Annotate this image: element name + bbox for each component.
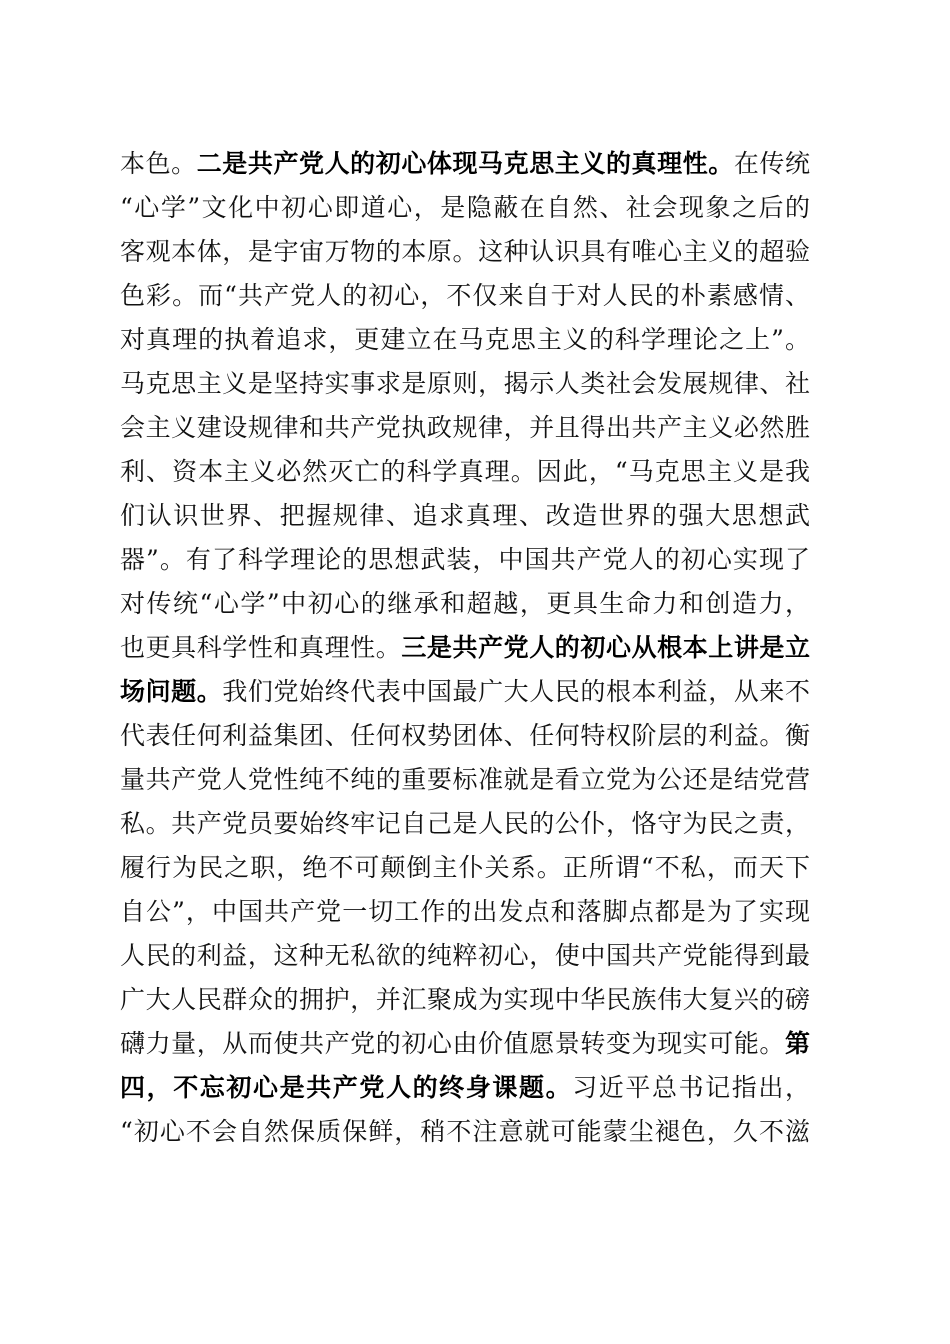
text-segment: 人民的利益，这种无私欲的纯粹初心，使中国共产党能得到最 [120, 941, 810, 970]
text-line [120, 1110, 810, 1154]
text-segment: 对真理的执着追求，更建立在马克思主义的科学理论之上”。 [120, 325, 810, 354]
text-segment: 利、资本主义必然灭亡的科学真理。因此，“马克思主义是我 [120, 457, 810, 486]
text-line [120, 494, 810, 538]
text-segment: 会主义建设规律和共产党执政规律，并且得出共产主义必然胜 [120, 413, 810, 442]
text-segment: 客观本体，是宇宙万物的本原。这种认识具有唯心主义的超验 [120, 237, 810, 266]
text-segment: 本色。 [120, 149, 197, 178]
text-segment: 也更具科学性和真理性。 [120, 633, 402, 662]
text-segment: 自公”，中国共产党一切工作的出发点和落脚点都是为了实现 [120, 897, 810, 926]
bold-heading-segment: 二是共产党人的初心体现马克思主义的真理性。 [196, 149, 734, 178]
text-line [120, 714, 810, 758]
text-line [120, 318, 810, 362]
text-line [120, 186, 810, 230]
text-line [120, 230, 810, 274]
text-line [120, 934, 810, 978]
text-line [120, 978, 810, 1022]
body-text [120, 142, 810, 1154]
text-line [120, 362, 810, 406]
text-line [120, 142, 810, 186]
text-line [120, 406, 810, 450]
text-line [120, 1022, 810, 1066]
text-line [120, 274, 810, 318]
text-line [120, 890, 810, 934]
bold-heading-segment: 三是共产党人的初心从根本上讲是立 [401, 633, 810, 662]
text-line [120, 626, 810, 670]
text-line [120, 1066, 810, 1110]
text-segment: 马克思主义是坚持实事求是原则，揭示人类社会发展规律、社 [120, 369, 810, 398]
text-segment: 私。共产党员要始终牢记自己是人民的公仆，恪守为民之责， [120, 809, 810, 838]
text-line [120, 670, 810, 714]
bold-heading-segment: 场问题。 [120, 677, 223, 706]
bold-heading-segment: 四，不忘初心是共产党人的终身课题。 [120, 1073, 573, 1102]
bold-heading-segment: 第 [784, 1029, 810, 1058]
text-line [120, 846, 810, 890]
text-segment: 习近平总书记指出， [572, 1073, 810, 1102]
text-segment: 履行为民之职，绝不可颠倒主仆关系。正所谓“不私，而天下 [120, 853, 810, 882]
text-segment: 量共产党人党性纯不纯的重要标准就是看立党为公还是结党营 [120, 765, 810, 794]
text-segment: 在传统 [733, 149, 810, 178]
text-segment: “初心不会自然保质保鲜，稍不注意就可能蒙尘褪色，久不滋 [120, 1117, 810, 1146]
text-segment: 礴力量，从而使共产党的初心由价值愿景转变为现实可能。 [120, 1029, 785, 1058]
text-segment: 对传统“心学”中初心的继承和超越，更具生命力和创造力， [120, 589, 810, 618]
text-segment: 代表任何利益集团、任何权势团体、任何特权阶层的利益。衡 [120, 721, 810, 750]
text-segment: “心学”文化中初心即道心，是隐蔽在自然、社会现象之后的 [120, 193, 810, 222]
text-line [120, 450, 810, 494]
text-segment: 我们党始终代表中国最广大人民的根本利益，从来不 [222, 677, 810, 706]
text-segment: 器”。有了科学理论的思想武装，中国共产党人的初心实现了 [120, 545, 810, 574]
text-line [120, 538, 810, 582]
text-line [120, 758, 810, 802]
text-segment: 广大人民群众的拥护，并汇聚成为实现中华民族伟大复兴的磅 [120, 985, 810, 1014]
text-line [120, 582, 810, 626]
text-line [120, 802, 810, 846]
text-segment: 们认识世界、把握规律、追求真理、改造世界的强大思想武 [120, 501, 810, 530]
text-segment: 色彩。而“共产党人的初心，不仅来自于对人民的朴素感情、 [120, 281, 810, 310]
